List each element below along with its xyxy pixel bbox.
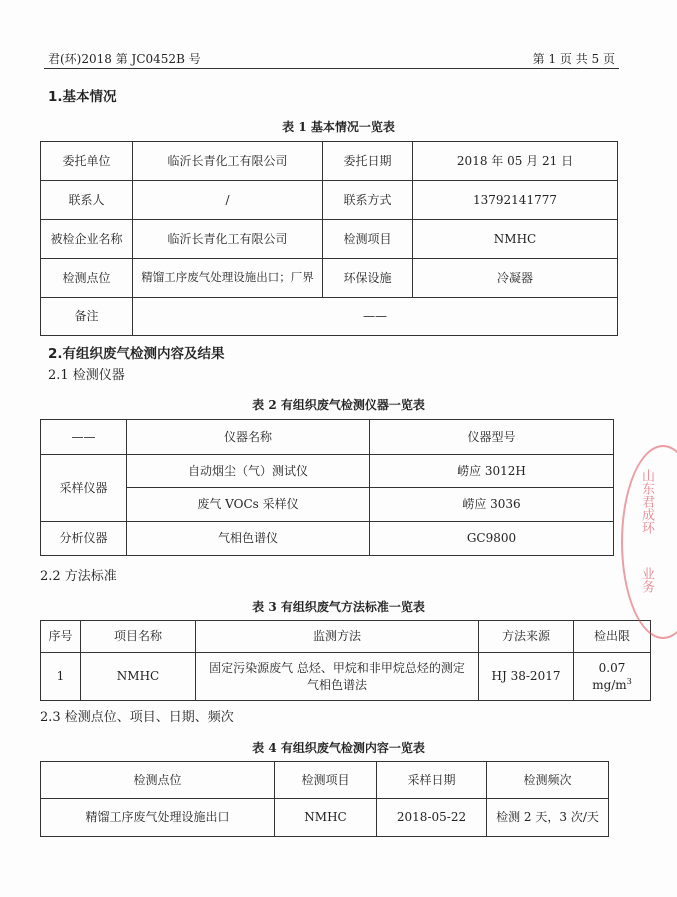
table-cell: 1 xyxy=(41,653,81,701)
table-row xyxy=(41,142,618,181)
table-4-monitoring-content xyxy=(40,761,609,837)
analysis-instrument-label: 分析仪器 xyxy=(41,522,127,556)
table-cell: NMHC xyxy=(275,799,377,837)
table-header-cell: 项目名称 xyxy=(81,621,196,653)
seal-text-2: 业务 xyxy=(639,567,654,593)
table-1-caption: 表 1 基本情况一览表 xyxy=(282,120,395,134)
method-cell xyxy=(196,653,479,701)
table-cell: 2018 年 05 月 21 日 xyxy=(413,142,618,181)
table-cell: 委托日期 xyxy=(323,142,413,181)
table-cell: 检测项目 xyxy=(323,220,413,259)
sampling-instrument-label: 采样仪器 xyxy=(41,455,127,522)
table-row xyxy=(41,488,614,522)
table-row xyxy=(41,653,651,701)
table-header-cell: 检出限 xyxy=(574,621,651,653)
table-header-cell: 仪器名称 xyxy=(127,420,370,455)
table-cell: 检测 2 天，3 次/天 xyxy=(487,799,609,837)
table-row xyxy=(41,181,618,220)
table-row xyxy=(41,259,618,298)
subsection-2-2-title: 2.2 方法标准 xyxy=(40,569,117,584)
table-row xyxy=(41,455,614,488)
header-divider xyxy=(44,68,619,69)
table-3-method-standards xyxy=(40,620,651,701)
method-line-2: 气相色谱法 xyxy=(306,677,367,692)
table-header-cell: 检测点位 xyxy=(41,762,275,799)
method-line-1: 固定污染源废气 总烃、甲烷和非甲烷总烃的测定 xyxy=(209,661,465,676)
table-cell: 气相色谱仪 xyxy=(127,522,370,556)
table-1-basic-info xyxy=(40,141,618,336)
table-header-row xyxy=(41,420,614,455)
table-row xyxy=(41,522,614,556)
detection-limit-unit-exponent: 3 xyxy=(626,676,632,686)
table-header-cell: 检测项目 xyxy=(275,762,377,799)
table-cell: 自动烟尘（气）测试仪 xyxy=(127,455,370,488)
table-header-row xyxy=(41,762,609,799)
table-cell: 崂应 3012H xyxy=(370,455,614,488)
table-cell: 精馏工序废气处理设施出口 xyxy=(41,799,275,837)
table-cell: 被检企业名称 xyxy=(41,220,133,259)
table-cell: NMHC xyxy=(81,653,196,701)
table-header-row xyxy=(41,621,651,653)
table-cell: 精馏工序废气处理设施出口；厂界 xyxy=(133,259,323,298)
table-header-cell: 检测频次 xyxy=(487,762,609,799)
table-cell: 联系人 xyxy=(41,181,133,220)
table-row xyxy=(41,298,618,336)
remark-value: —— xyxy=(133,298,618,336)
detection-limit-value: 0.07 mg/m xyxy=(592,661,627,692)
table-header-cell: 仪器型号 xyxy=(370,420,614,455)
report-number: 君(环)2018 第 JC0452B 号 xyxy=(48,52,201,66)
table-header-cell: —— xyxy=(41,420,127,455)
table-cell: GC9800 xyxy=(370,522,614,556)
detection-limit-cell xyxy=(574,653,651,701)
table-cell: 委托单位 xyxy=(41,142,133,181)
table-cell: 13792141777 xyxy=(413,181,618,220)
table-cell: 环保设施 xyxy=(323,259,413,298)
table-header-cell: 监测方法 xyxy=(196,621,479,653)
table-header-cell: 序号 xyxy=(41,621,81,653)
table-cell: NMHC xyxy=(413,220,618,259)
table-2-instruments xyxy=(40,419,614,556)
table-cell: / xyxy=(133,181,323,220)
table-3-caption: 表 3 有组织废气方法标准一览表 xyxy=(252,600,425,614)
seal-text-1: 山东君成环 xyxy=(639,469,654,534)
subsection-2-3-title: 2.3 检测点位、项目、日期、频次 xyxy=(40,710,234,725)
page-indicator: 第 1 页 共 5 页 xyxy=(532,52,615,66)
subsection-2-1-title: 2.1 检测仪器 xyxy=(48,368,125,383)
table-cell: 联系方式 xyxy=(323,181,413,220)
table-row xyxy=(41,799,609,837)
table-row xyxy=(41,220,618,259)
table-cell: HJ 38-2017 xyxy=(479,653,574,701)
table-4-caption: 表 4 有组织废气检测内容一览表 xyxy=(252,741,425,755)
table-cell: 冷凝器 xyxy=(413,259,618,298)
table-cell: 废气 VOCs 采样仪 xyxy=(127,488,370,522)
table-cell: 检测点位 xyxy=(41,259,133,298)
table-cell: 崂应 3036 xyxy=(370,488,614,522)
table-cell: 临沂长青化工有限公司 xyxy=(133,142,323,181)
section-2-title: 2.有组织废气检测内容及结果 xyxy=(48,346,225,362)
table-cell: 临沂长青化工有限公司 xyxy=(133,220,323,259)
section-1-title: 1.基本情况 xyxy=(48,89,117,105)
table-header-cell: 采样日期 xyxy=(377,762,487,799)
table-header-cell: 方法来源 xyxy=(479,621,574,653)
remark-label: 备注 xyxy=(41,298,133,336)
table-cell: 2018-05-22 xyxy=(377,799,487,837)
table-2-caption: 表 2 有组织废气检测仪器一览表 xyxy=(252,398,425,412)
